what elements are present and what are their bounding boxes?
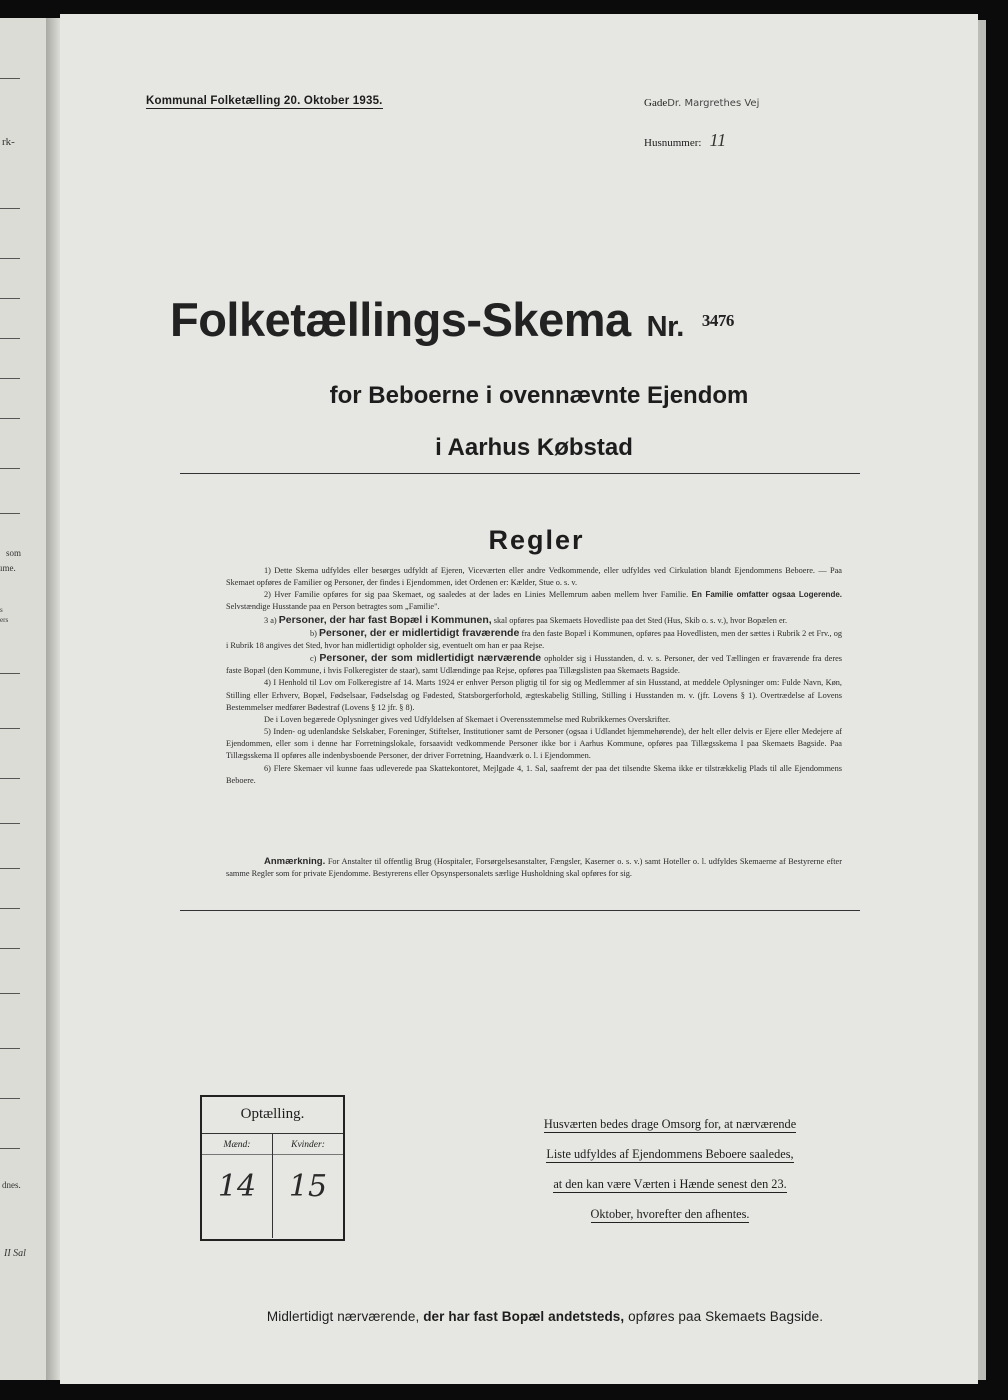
rule-3c: [226, 652, 842, 677]
left-page-rule: [0, 378, 20, 379]
landlord-notice: [500, 1112, 840, 1232]
rule-3c-letter: c): [310, 654, 317, 664]
left-page-rule: [0, 823, 20, 824]
left-page-rule: [0, 1048, 20, 1049]
form-number-value: 3476: [701, 311, 734, 330]
rule-3c-emphasis: Personer, der som midlertidigt nærværende: [319, 652, 542, 665]
left-page-rule: [0, 948, 20, 949]
left-page-rule: [0, 1098, 20, 1099]
rule-3b-letter: b): [310, 628, 317, 638]
left-page-fragment: s: [0, 606, 3, 614]
street-value: Dr. Margrethes Vej: [667, 98, 760, 109]
rule-3b-emphasis: Personer, der er midlertidigt fraværende: [319, 626, 520, 639]
remark-text: For Anstalter til offentlig Brug (Hospitaler, Forsørgelsesanstalter, Fængsler, Kaserner o. s. v.) samt Hoteller o. l. udfyldes Skemaerne af Bestyrerne efter samme Regler som for private Ejendomme. Bestyrerens eller Opsynspersonalets særlige Husholdning skal opføres for sig.: [226, 857, 842, 879]
rules-heading: Regler: [488, 525, 585, 555]
left-page-rule: [0, 418, 20, 419]
rule-2-text: 2) Hver Familie opføres for sig paa Skemaet, og saaledes at der lades en Linies Mellemrum aaben mellem hver Familie.: [264, 590, 689, 600]
left-page-rule: [0, 908, 20, 909]
left-page-rule: [0, 868, 20, 869]
rule-3a-number: 3 a): [264, 615, 277, 625]
footer-emphasis: der har fast Bopæl andetsteds,: [423, 1309, 625, 1324]
left-page-rule: [0, 728, 20, 729]
divider: [180, 910, 860, 911]
house-number-label: Husnummer:: [644, 137, 702, 149]
count-box: [200, 1095, 345, 1241]
left-page-fragment: II Sal: [4, 1248, 26, 1259]
rule-4-note: De i Loven begærede Oplysninger gives ved Udfyldelsen af Skemaet i Overensstemmelse med Rubrikkernes Overskrifter.: [264, 714, 671, 724]
rule-3b-text: fra den faste Bopæl i Kommunen, opføres paa Hovedlisten, men der sættes i Rubrik 2 et Frv., og i Rubrik 18 angives det Sted, hvor han midlertidigt opholder sig, eventuelt om han er paa Rejse.: [226, 628, 842, 650]
left-page-rule: [0, 993, 20, 994]
rule-4: 4) I Henhold til Lov om Folkeregistre af 14. Marts 1924 er enhver Person pligtig til for sig og Medlemmer af sin Husstand, at meddele Oplysninger om: Fulde Navn, Køn, Stilling eller Erhverv, Bopæl, Fødselsaar, Fødselsdag og Fødested, Statsborgerforhold, ægteskabelig Stilling, Stilling i Husstanden m. v. (jfr. Lovens § 1). Overtrædelse af Lovens Bestemmelser medfører Bødestraf (Lovens § 12 jfr. § 8).: [226, 678, 842, 712]
left-page-rule: [0, 513, 20, 514]
street-label: Gade: [644, 97, 668, 109]
rule-2-bold: En Familie omfatter ogsaa Logerende.: [691, 590, 843, 600]
form-city: i Aarhus Købstad: [435, 434, 633, 461]
left-page-rule: [0, 468, 20, 469]
house-number-field: [644, 130, 726, 151]
census-header-title: Kommunal Folketælling 20. Oktober 1935.: [146, 95, 383, 107]
divider: [180, 473, 860, 474]
left-page-edge: [0, 18, 48, 1380]
street-field: [644, 97, 759, 109]
left-page-rule: [0, 673, 20, 674]
rule-3a-text: skal opføres paa Skemaets Hovedliste paa det Sted (Hus, Skib o. s. v.), hvor Bopælen er.: [493, 615, 788, 625]
remark-paragraph: [226, 856, 842, 880]
rule-3b: [226, 627, 842, 652]
page-edge-right: [978, 20, 986, 1380]
left-page-fragment: ers: [0, 616, 9, 624]
men-label: Mænd:: [202, 1134, 272, 1155]
left-page-rule: [0, 208, 20, 209]
left-page-rule: [0, 1148, 20, 1149]
left-page-fragment: ıme.: [0, 563, 16, 573]
rule-5: 5) Inden- og udenlandske Selskaber, Foreninger, Stiftelser, Institutioner samt de Personer (ogsaa i Udlandet hjemmehørende), der helt eller delvis er Ejere eller Medejere af Ejendommen, eller som i denne har Forretningslokale, forsaavidt vedkommende Personer ikke bor i Aarhus Kommune, opføres paa Tillægsskema I paa Skemaets Bagside. Paa Tillægsskema II opføres alle indenbysboende Personer, der driver Forretning, Haandværk o. l. i Ejendommen.: [226, 727, 842, 761]
rule-3c-text: opholder sig i Husstanden, d. v. s. Personer, der ved Tællingen er fraværende fra deres faste Bopæl (den Kommune, i hvis Folkeregister de staar), samt Udlændinge paa Rejse, opføres paa Tillægslisten paa Skemaets Bagside.: [226, 654, 843, 676]
rule-2: [226, 589, 842, 613]
rules-text: [226, 565, 842, 787]
men-column: [202, 1134, 272, 1238]
form-title-main: Folketællings-Skema: [170, 293, 631, 346]
count-box-caption: Optælling.: [202, 1097, 343, 1134]
men-count: 14: [217, 1169, 257, 1204]
census-form-sheet: [60, 14, 978, 1384]
women-count: 15: [288, 1169, 328, 1204]
left-page-rule: [0, 298, 20, 299]
left-page-fragment: som: [6, 548, 22, 558]
rule-2-tail: Selvstændige Husstande paa en Person betragtes som „Familie".: [226, 602, 440, 612]
left-page-fragment: rk-: [2, 136, 15, 148]
rule-6: 6) Flere Skemaer vil kunne faas udleverede paa Skattekontoret, Mejlgade 4, 1. Sal, saafremt der paa det tilsendte Skema ikke er tilstrækkelig Plads til alle Ejendommens Beboere.: [226, 763, 842, 785]
women-label: Kvinder:: [273, 1134, 343, 1155]
form-number-label: Nr.: [646, 311, 684, 343]
left-page-rule: [0, 258, 20, 259]
rule-3a: [226, 614, 842, 627]
notice-line: Oktober, hvorefter den afhentes.: [590, 1207, 750, 1221]
form-subtitle: for Beboerne i ovennævnte Ejendom: [329, 382, 749, 409]
house-number-value: 11: [709, 130, 727, 150]
left-page-rule: [0, 78, 20, 79]
notice-line: at den kan være Værten i Hænde senest den 23.: [553, 1177, 787, 1191]
form-title: [170, 292, 734, 347]
notice-line: Liste udfyldes af Ejendommens Beboere saaledes,: [546, 1147, 794, 1161]
left-page-rule: [0, 338, 20, 339]
footer-pre: Midlertidigt nærværende,: [266, 1309, 420, 1324]
left-page-rule: [0, 778, 20, 779]
rule-3a-emphasis: Personer, der har fast Bopæl i Kommunen,: [278, 613, 492, 626]
left-page-fragment: dnes.: [2, 1180, 21, 1190]
rule-1: 1) Dette Skema udfyldes eller besørges udfyldt af Ejeren, Viceværten eller andre Vedkommende, eller udfyldes ved Cirkulation blandt Ejendommens Beboere. — Paa Skemaet opføres de Familier og Personer, der findes i Ejendommen, idet Ordenen er: Kælder, Stue o. s. v.: [226, 566, 842, 588]
notice-line: Husværten bedes drage Omsorg for, at nærværende: [543, 1117, 797, 1131]
footer-note: [60, 1309, 978, 1324]
footer-post: opføres paa Skemaets Bagside.: [628, 1309, 824, 1324]
women-column: [272, 1134, 343, 1238]
remark-lead: Anmærkning.: [264, 856, 326, 867]
